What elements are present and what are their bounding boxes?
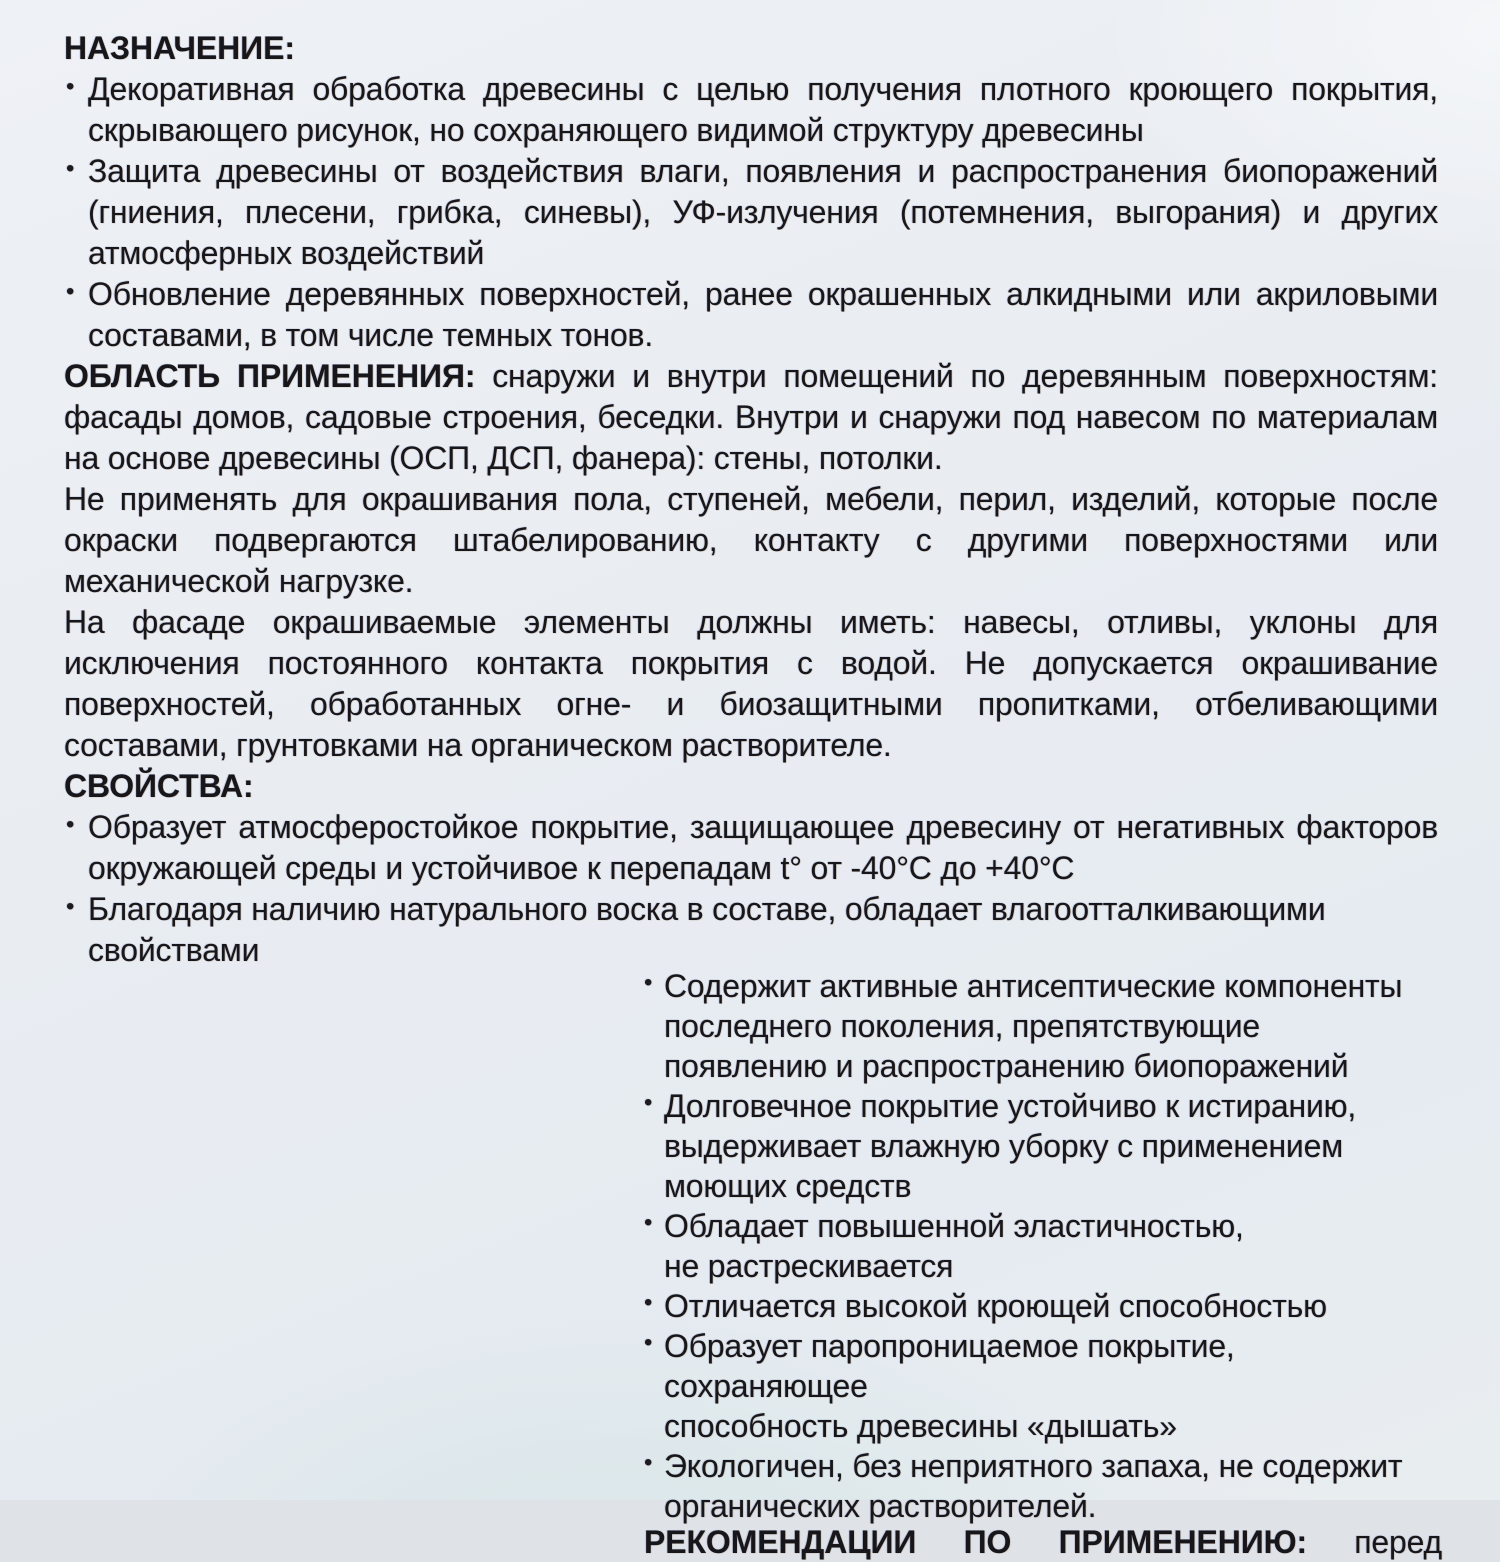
text-line: моющих средств xyxy=(664,1168,912,1204)
bullet-icon: • xyxy=(644,1209,653,1236)
text-line: Декоративная обработка древесины с целью получения плотного кроющего покрытия, xyxy=(88,71,1438,107)
bullet-icon: • xyxy=(644,1329,653,1356)
right-text-column xyxy=(644,966,1442,1562)
text-line: (гниения, плесени, грибка, синевы), УФ-излучения (потемнения, выгорания) и других xyxy=(88,194,1438,230)
list-item xyxy=(64,807,1438,889)
text-run: снаружи и внутри помещений по деревянным поверхностям: xyxy=(475,358,1438,394)
list-item xyxy=(64,151,1438,274)
list-item xyxy=(644,966,1442,1086)
text-line: Образует атмосферостойкое покрытие, защищающее древесину от негативных факторов xyxy=(88,809,1438,845)
text-line: на основе древесины (ОСП, ДСП, фанера): стены, потолки. xyxy=(64,440,943,476)
bullet-icon: • xyxy=(66,155,75,182)
list-item xyxy=(644,1206,1442,1286)
bullet-icon: • xyxy=(66,73,75,100)
text-line: свойствами xyxy=(88,932,260,968)
section-heading-recommendations xyxy=(644,1522,1442,1562)
text-line: окружающей среды и устойчивое к перепадам t° от -40°С до +40°С xyxy=(88,850,1075,886)
text-run: РЕКОМЕНДАЦИИ ПО ПРИМЕНЕНИЮ: xyxy=(644,1524,1308,1560)
paragraph-facade xyxy=(64,602,1438,766)
text-run: перед xyxy=(1307,1524,1442,1560)
text-line: появлению и распространению биопоражений xyxy=(664,1048,1349,1084)
bullet-icon: • xyxy=(644,1089,653,1116)
list-item xyxy=(644,1286,1442,1326)
text-line xyxy=(64,356,1438,397)
text-line: Благодаря наличию натурального воска в составе, обладает влагоотталкивающими xyxy=(88,891,1326,927)
list-item xyxy=(644,1326,1442,1446)
text-line: Обладает повышенной эластичностью, xyxy=(664,1208,1244,1244)
bullet-icon: • xyxy=(66,811,75,838)
text-line: способность древесины «дышать» xyxy=(664,1408,1177,1444)
text-line: На фасаде окрашиваемые элементы должны иметь: навесы, отливы, уклоны для xyxy=(64,604,1438,640)
list-item xyxy=(644,1446,1442,1526)
list-item xyxy=(64,889,1438,971)
text-line: механической нагрузке. xyxy=(64,563,414,599)
text-line: исключения постоянного контакта покрытия с водой. Не допускается окрашивание xyxy=(64,645,1438,681)
text-line: окраски подвергаются штабелированию, контакту с другими поверхностями или xyxy=(64,522,1438,558)
bullet-icon: • xyxy=(644,1449,653,1476)
text-line: Экологичен, без неприятного запаха, не содержит xyxy=(664,1448,1403,1484)
text-line: составами, грунтовками на органическом растворителе. xyxy=(64,727,892,763)
bullet-icon: • xyxy=(66,278,75,305)
text-line: составами, в том числе темных тонов. xyxy=(88,317,654,353)
left-text-column xyxy=(64,28,1438,971)
text-line: Долговечное покрытие устойчиво к истиранию, xyxy=(664,1088,1357,1124)
section-heading-purpose: НАЗНАЧЕНИЕ: xyxy=(64,30,295,66)
text-line: Защита древесины от воздействия влаги, появления и распространения биопоражений xyxy=(88,153,1438,189)
bullet-icon: • xyxy=(644,1289,653,1316)
text-line: не растрескивается xyxy=(664,1248,954,1284)
section-heading-properties: СВОЙСТВА: xyxy=(64,768,254,804)
bullet-icon: • xyxy=(644,969,653,996)
text-line: фасады домов, садовые строения, беседки. Внутри и снаружи под навесом по материалам xyxy=(64,399,1438,435)
text-line: Образует паропроницаемое покрытие, сохраняющее xyxy=(664,1328,1235,1404)
text-line: выдерживает влажную уборку с применением xyxy=(664,1128,1344,1164)
paragraph-application-area xyxy=(64,356,1438,479)
list-item xyxy=(64,69,1438,151)
text-line: поверхностей, обработанных огне- и биозащитными пропитками, отбеливающими xyxy=(64,686,1438,722)
text-line: Отличается высокой кроющей способностью xyxy=(664,1288,1327,1324)
text-line: скрывающего рисунок, но сохраняющего видимой структуру древесины xyxy=(88,112,1144,148)
text-line: Не применять для окрашивания пола, ступеней, мебели, перил, изделий, которые после xyxy=(64,481,1438,517)
bullet-icon: • xyxy=(66,893,75,920)
text-line: последнего поколения, препятствующие xyxy=(664,1008,1261,1044)
list-item xyxy=(644,1086,1442,1206)
paragraph-do-not-use xyxy=(64,479,1438,602)
list-item xyxy=(64,274,1438,356)
section-heading-application: ОБЛАСТЬ ПРИМЕНЕНИЯ: xyxy=(64,358,476,394)
text-line: Содержит активные антисептические компоненты xyxy=(664,968,1403,1004)
text-line: органических растворителей. xyxy=(664,1488,1097,1524)
text-line: Обновление деревянных поверхностей, ранее окрашенных алкидными или акриловыми xyxy=(88,276,1438,312)
text-line: атмосферных воздействий xyxy=(88,235,485,271)
